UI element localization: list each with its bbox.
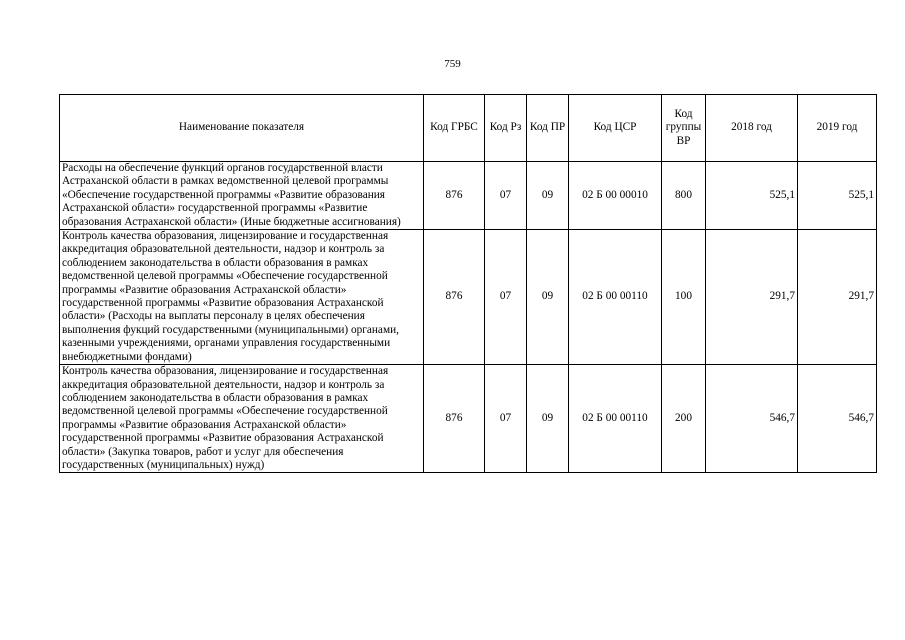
csr-cell: 02 Б 00 00110 <box>569 365 662 473</box>
table-row <box>60 230 877 365</box>
header-2019: 2019 год <box>798 95 877 162</box>
budget-table <box>59 94 877 473</box>
rz-cell: 07 <box>485 365 527 473</box>
header-csr: Код ЦСР <box>569 95 662 162</box>
header-name: Наименование показателя <box>60 95 424 162</box>
grbs-cell: 876 <box>424 365 485 473</box>
grbs-cell: 876 <box>424 162 485 230</box>
table-row <box>60 365 877 473</box>
rz-cell: 07 <box>485 230 527 365</box>
amount-2018-cell: 291,7 <box>706 230 798 365</box>
grbs-cell: 876 <box>424 230 485 365</box>
row-name-cell: Контроль качества образования, лицензирование и государственная аккредитация образовательной деятельности, надзор и контроль за соблюдением законодательства в области образования в рамках ведомственной целевой программы «Обеспечение государственной программы «Развитие образования Астраханской области» государственной программы «Развитие образования Астраханской области» (Закупка товаров, работ и услуг для обеспечения государственных (муниципальных) нужд) <box>60 365 424 473</box>
rz-cell: 07 <box>485 162 527 230</box>
csr-cell: 02 Б 00 00110 <box>569 230 662 365</box>
amount-2019-cell: 291,7 <box>798 230 877 365</box>
header-vr: Код группы ВР <box>662 95 706 162</box>
vr-cell: 200 <box>662 365 706 473</box>
header-pr: Код ПР <box>527 95 569 162</box>
vr-cell: 100 <box>662 230 706 365</box>
pr-cell: 09 <box>527 365 569 473</box>
page-number: 759 <box>444 58 461 70</box>
amount-2018-cell: 546,7 <box>706 365 798 473</box>
csr-cell: 02 Б 00 00010 <box>569 162 662 230</box>
header-2018: 2018 год <box>706 95 798 162</box>
header-rz: Код Рз <box>485 95 527 162</box>
row-name-cell: Контроль качества образования, лицензирование и государственная аккредитация образовательной деятельности, надзор и контроль за соблюдением законодательства в области образования в рамках ведомственной целевой программы «Обеспечение государственной программы «Развитие образования Астраханской области» государственной программы «Развитие образования Астраханской области» (Расходы на выплаты персоналу в целях обеспечения выполнения фукций государственными (муниципальными) органами, казенными учреждениями, органами управления государственными внебюджетными фондами) <box>60 230 424 365</box>
row-name-cell: Расходы на обеспечение функций органов государственной власти Астраханской области в рамках ведомственной целевой программы «Обеспечение государственной программы «Развитие образования Астраханской области» государственной программы «Развитие образования Астраханской области» (Иные бюджетные ассигнования) <box>60 162 424 230</box>
table-row <box>60 162 877 230</box>
pr-cell: 09 <box>527 230 569 365</box>
vr-cell: 800 <box>662 162 706 230</box>
amount-2019-cell: 546,7 <box>798 365 877 473</box>
pr-cell: 09 <box>527 162 569 230</box>
header-row <box>60 95 877 162</box>
amount-2019-cell: 525,1 <box>798 162 877 230</box>
amount-2018-cell: 525,1 <box>706 162 798 230</box>
header-grbs: Код ГРБС <box>424 95 485 162</box>
